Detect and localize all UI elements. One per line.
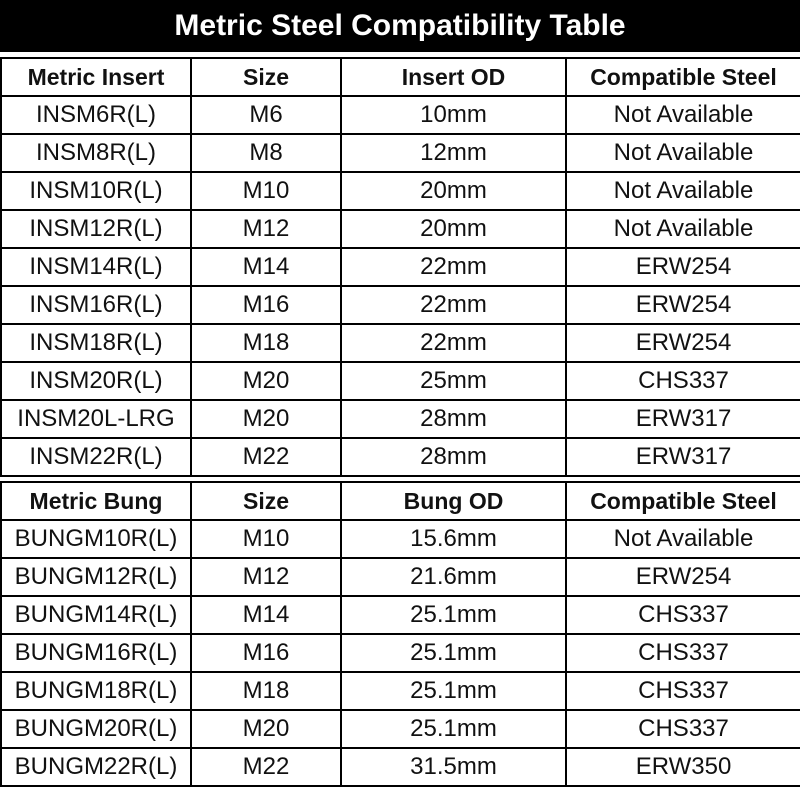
cell-outer-diameter: 28mm [341, 400, 566, 438]
cell-outer-diameter: 21.6mm [341, 558, 566, 596]
cell-compatible-steel: ERW317 [566, 400, 800, 438]
table-row [1, 558, 800, 596]
cell-outer-diameter: 25.1mm [341, 596, 566, 634]
cell-outer-diameter: 28mm [341, 438, 566, 476]
cell-outer-diameter: 22mm [341, 286, 566, 324]
cell-compatible-steel: CHS337 [566, 362, 800, 400]
table-row [1, 400, 800, 438]
cell-compatible-steel: CHS337 [566, 710, 800, 748]
cell-size: M10 [191, 520, 341, 558]
cell-size: M22 [191, 438, 341, 476]
cell-outer-diameter: 20mm [341, 210, 566, 248]
header-metric-insert: Metric Insert [1, 58, 191, 96]
table-row [1, 248, 800, 286]
cell-part-number: INSM14R(L) [1, 248, 191, 286]
cell-size: M8 [191, 134, 341, 172]
table-header-row [1, 482, 800, 520]
header-compatible-steel: Compatible Steel [566, 58, 800, 96]
table-row [1, 286, 800, 324]
cell-size: M12 [191, 210, 341, 248]
cell-compatible-steel: CHS337 [566, 672, 800, 710]
cell-size: M12 [191, 558, 341, 596]
cell-compatible-steel: Not Available [566, 210, 800, 248]
cell-compatible-steel: ERW254 [566, 558, 800, 596]
cell-part-number: BUNGM10R(L) [1, 520, 191, 558]
table-row [1, 520, 800, 558]
cell-part-number: INSM18R(L) [1, 324, 191, 362]
cell-part-number: INSM16R(L) [1, 286, 191, 324]
cell-size: M10 [191, 172, 341, 210]
table-row [1, 634, 800, 672]
header-size: Size [191, 482, 341, 520]
table-row [1, 748, 800, 786]
cell-size: M22 [191, 748, 341, 786]
table-row [1, 134, 800, 172]
cell-outer-diameter: 31.5mm [341, 748, 566, 786]
metric-insert-table [0, 57, 800, 477]
cell-compatible-steel: Not Available [566, 172, 800, 210]
cell-size: M20 [191, 710, 341, 748]
cell-part-number: BUNGM12R(L) [1, 558, 191, 596]
cell-part-number: BUNGM20R(L) [1, 710, 191, 748]
table-row [1, 96, 800, 134]
cell-part-number: INSM8R(L) [1, 134, 191, 172]
metric-bung-table [0, 481, 800, 787]
table-row [1, 710, 800, 748]
cell-compatible-steel: ERW350 [566, 748, 800, 786]
cell-size: M6 [191, 96, 341, 134]
cell-outer-diameter: 22mm [341, 248, 566, 286]
cell-size: M18 [191, 324, 341, 362]
cell-compatible-steel: CHS337 [566, 634, 800, 672]
cell-outer-diameter: 12mm [341, 134, 566, 172]
cell-part-number: BUNGM22R(L) [1, 748, 191, 786]
table-row [1, 210, 800, 248]
cell-part-number: INSM6R(L) [1, 96, 191, 134]
table-row [1, 672, 800, 710]
table-row [1, 438, 800, 476]
header-insert-od: Insert OD [341, 58, 566, 96]
cell-outer-diameter: 22mm [341, 324, 566, 362]
cell-size: M20 [191, 362, 341, 400]
cell-compatible-steel: CHS337 [566, 596, 800, 634]
table-header-row [1, 58, 800, 96]
cell-compatible-steel: Not Available [566, 520, 800, 558]
cell-outer-diameter: 20mm [341, 172, 566, 210]
cell-part-number: BUNGM14R(L) [1, 596, 191, 634]
table-row [1, 596, 800, 634]
cell-part-number: INSM22R(L) [1, 438, 191, 476]
cell-outer-diameter: 25.1mm [341, 672, 566, 710]
cell-part-number: INSM12R(L) [1, 210, 191, 248]
cell-part-number: INSM20R(L) [1, 362, 191, 400]
header-size: Size [191, 58, 341, 96]
cell-compatible-steel: ERW254 [566, 248, 800, 286]
cell-outer-diameter: 25mm [341, 362, 566, 400]
cell-compatible-steel: Not Available [566, 134, 800, 172]
cell-outer-diameter: 25.1mm [341, 634, 566, 672]
cell-part-number: BUNGM18R(L) [1, 672, 191, 710]
cell-compatible-steel: ERW254 [566, 324, 800, 362]
table-row [1, 324, 800, 362]
table-row [1, 362, 800, 400]
cell-size: M18 [191, 672, 341, 710]
page-title: Metric Steel Compatibility Table [0, 0, 800, 52]
cell-compatible-steel: Not Available [566, 96, 800, 134]
cell-part-number: INSM10R(L) [1, 172, 191, 210]
cell-outer-diameter: 10mm [341, 96, 566, 134]
header-metric-bung: Metric Bung [1, 482, 191, 520]
header-bung-od: Bung OD [341, 482, 566, 520]
cell-compatible-steel: ERW254 [566, 286, 800, 324]
cell-size: M14 [191, 596, 341, 634]
cell-size: M16 [191, 634, 341, 672]
cell-size: M16 [191, 286, 341, 324]
cell-outer-diameter: 25.1mm [341, 710, 566, 748]
cell-part-number: INSM20L-LRG [1, 400, 191, 438]
cell-size: M20 [191, 400, 341, 438]
cell-part-number: BUNGM16R(L) [1, 634, 191, 672]
header-compatible-steel: Compatible Steel [566, 482, 800, 520]
cell-size: M14 [191, 248, 341, 286]
table-row [1, 172, 800, 210]
cell-outer-diameter: 15.6mm [341, 520, 566, 558]
cell-compatible-steel: ERW317 [566, 438, 800, 476]
